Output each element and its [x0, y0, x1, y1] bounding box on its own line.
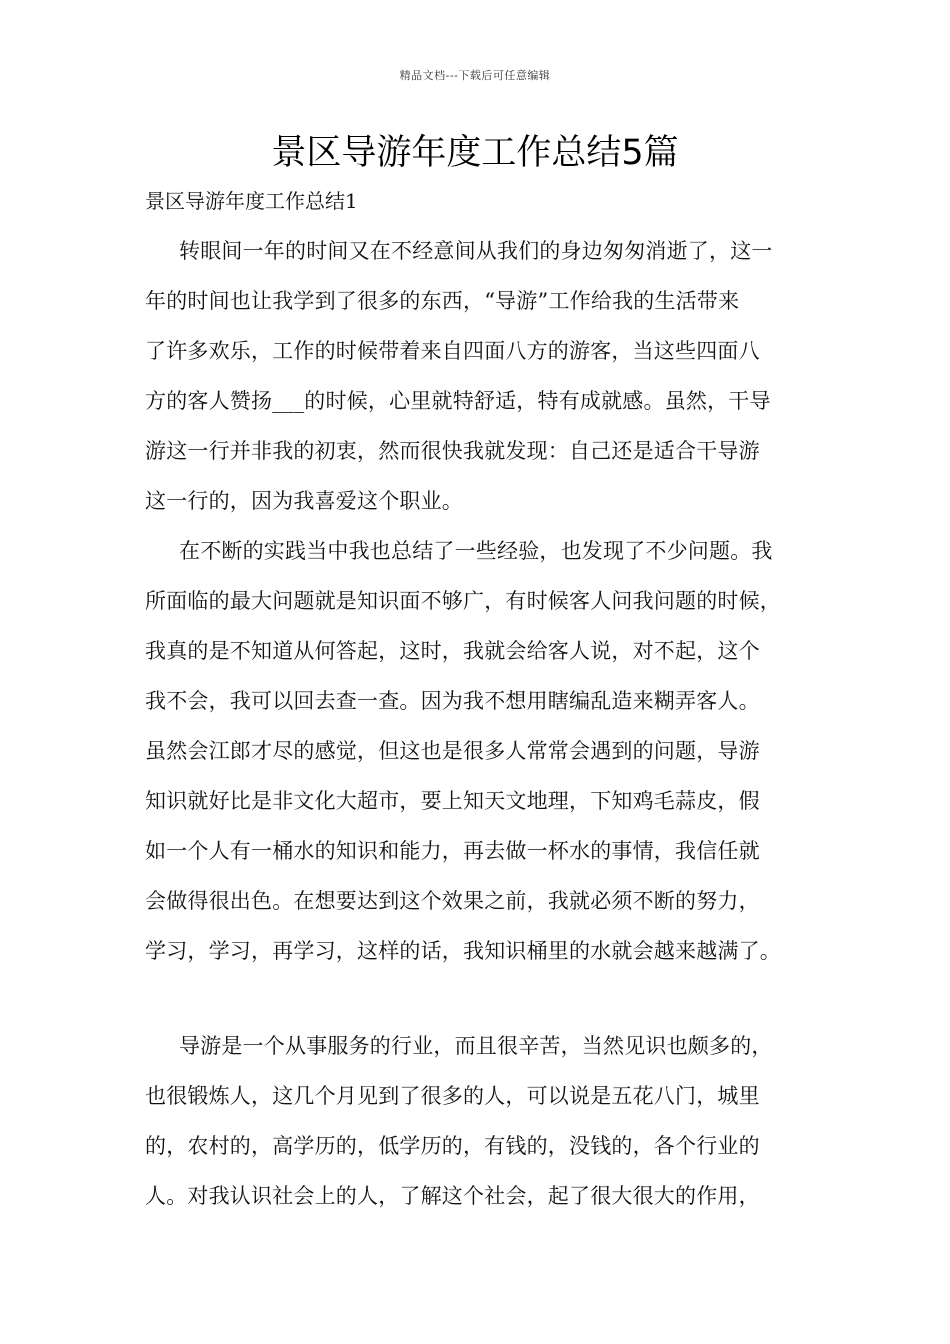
paragraph-line: 年的时间也让我学到了很多的东西，“导游”工作给我的生活带来: [145, 289, 740, 313]
paragraph-line: 导游是一个从事服务的行业，而且很辛苦，当然见识也颇多的，: [179, 1034, 773, 1058]
paragraph-line: 如一个人有一桶水的知识和能力，再去做一杯水的事情，我信任就: [145, 839, 760, 863]
paragraph-line: 在不断的实践当中我也总结了一些经验，也发现了不少问题。我: [179, 539, 773, 563]
paragraph-line: 所面临的最大问题就是知识面不够广，有时候客人问我问题的时候，: [145, 589, 781, 613]
paragraph-line: 会做得很出色。在想要达到这个效果之前，我就必须不断的努力，: [145, 889, 760, 913]
paragraph-line: 这一行的，因为我喜爱这个职业。: [145, 489, 463, 513]
paragraph-line: 游这一行并非我的初衷，然而很快我就发现：自己还是适合干导游: [145, 439, 760, 463]
header-note: 精品文档---下载后可任意编辑: [399, 69, 551, 82]
paragraph-line: 也很锻炼人，这几个月见到了很多的人，可以说是五花八门，城里: [145, 1084, 760, 1108]
paragraph-line: 虽然会江郎才尽的感觉，但这也是很多人常常会遇到的问题，导游: [145, 739, 760, 763]
paragraph-line: 的，农村的，高学历的，低学历的，有钱的，没钱的，各个行业的: [145, 1134, 760, 1158]
section-heading: 景区导游年度工作总结1: [145, 189, 358, 213]
document-title: 景区导游年度工作总结5篇: [271, 133, 679, 173]
paragraph-line: 知识就好比是非文化大超市，要上知天文地理，下知鸡毛蒜皮，假: [145, 789, 760, 813]
paragraph-line: 学习，学习，再学习，这样的话，我知识桶里的水就会越来越满了。: [145, 939, 781, 963]
paragraph-line: 我真的是不知道从何答起，这时，我就会给客人说，对不起，这个: [145, 639, 760, 663]
paragraph-line: 方的客人赞扬___的时候，心里就特舒适，特有成就感。虽然，干导: [145, 389, 771, 413]
paragraph-line: 我不会，我可以回去查一查。因为我不想用瞎编乱造来糊弄客人。: [145, 689, 760, 713]
paragraph-line: 转眼间一年的时间又在不经意间从我们的身边匆匆消逝了，这一: [179, 239, 773, 263]
paragraph-line: 了许多欢乐，工作的时候带着来自四面八方的游客，当这些四面八: [145, 339, 760, 363]
paragraph-line: 人。对我认识社会上的人，了解这个社会，起了很大很大的作用，: [145, 1184, 760, 1208]
